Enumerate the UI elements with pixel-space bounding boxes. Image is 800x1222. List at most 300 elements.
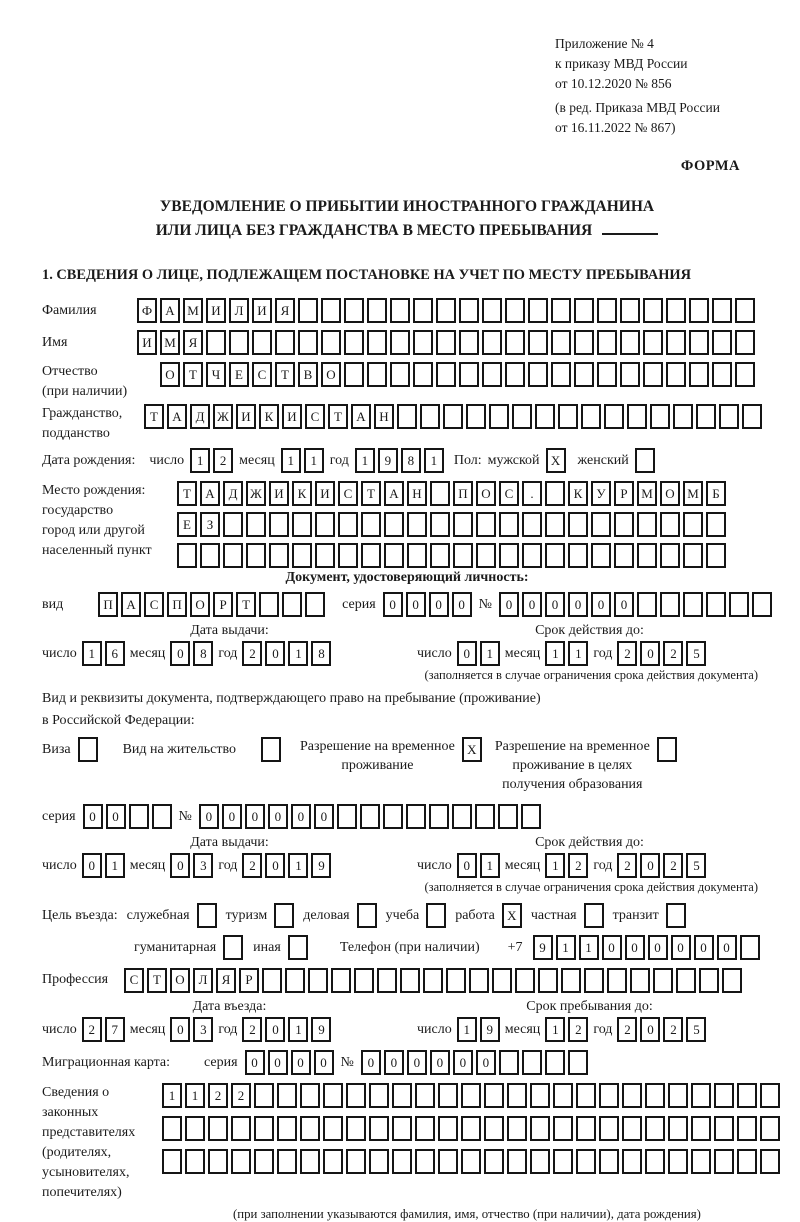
patronymic-cell[interactable] bbox=[712, 362, 732, 387]
res-valid-day-cell[interactable]: 0 bbox=[457, 853, 477, 878]
surname-cell[interactable] bbox=[620, 298, 640, 323]
patronymic-cell[interactable]: Ч bbox=[206, 362, 226, 387]
representative-cell[interactable] bbox=[576, 1149, 596, 1174]
doc-kind-cell[interactable]: П bbox=[167, 592, 187, 617]
representative-cell[interactable] bbox=[438, 1116, 458, 1141]
birth-place-cell[interactable] bbox=[660, 512, 680, 537]
valid-month-cell[interactable]: 1 bbox=[568, 641, 588, 666]
representative-cell[interactable] bbox=[622, 1149, 642, 1174]
profession-cell[interactable]: С bbox=[124, 968, 144, 993]
birth-place-cell[interactable]: А bbox=[200, 481, 220, 506]
representative-cell[interactable] bbox=[254, 1149, 274, 1174]
representative-cell[interactable] bbox=[645, 1149, 665, 1174]
representative-cell[interactable] bbox=[415, 1149, 435, 1174]
birth-place-cell[interactable] bbox=[338, 512, 358, 537]
patronymic-cell[interactable]: Т bbox=[275, 362, 295, 387]
birth-day-cell[interactable]: 1 bbox=[190, 448, 210, 473]
birth-place-cell[interactable] bbox=[683, 512, 703, 537]
representative-cell[interactable] bbox=[622, 1083, 642, 1108]
name-cell[interactable]: М bbox=[160, 330, 180, 355]
res-issue-year-cell[interactable]: 2 bbox=[242, 853, 262, 878]
patronymic-cell[interactable] bbox=[666, 362, 686, 387]
representative-cell[interactable] bbox=[300, 1083, 320, 1108]
representative-cell[interactable] bbox=[668, 1149, 688, 1174]
doc-series-cell[interactable]: 0 bbox=[429, 592, 449, 617]
doc-number-cell[interactable] bbox=[729, 592, 749, 617]
representative-cell[interactable] bbox=[599, 1116, 619, 1141]
residence-number-cell[interactable]: 0 bbox=[291, 804, 311, 829]
res-issue-month-cell[interactable]: 0 bbox=[170, 853, 190, 878]
doc-series-cell[interactable]: 0 bbox=[406, 592, 426, 617]
citizenship-cell[interactable] bbox=[742, 404, 762, 429]
birth-place-cell[interactable]: З bbox=[200, 512, 220, 537]
citizenship-cell[interactable] bbox=[673, 404, 693, 429]
surname-cell[interactable] bbox=[643, 298, 663, 323]
res-valid-month-cell[interactable]: 1 bbox=[545, 853, 565, 878]
name-cell[interactable]: Я bbox=[183, 330, 203, 355]
birth-place-cell[interactable] bbox=[200, 543, 220, 568]
birth-place-cell[interactable] bbox=[269, 543, 289, 568]
surname-cell[interactable] bbox=[712, 298, 732, 323]
representative-cell[interactable] bbox=[737, 1116, 757, 1141]
citizenship-cell[interactable] bbox=[627, 404, 647, 429]
birth-place-cell[interactable]: Е bbox=[177, 512, 197, 537]
birth-place-cell[interactable] bbox=[522, 512, 542, 537]
residence-number-cell[interactable] bbox=[475, 804, 495, 829]
surname-cell[interactable] bbox=[459, 298, 479, 323]
name-cell[interactable] bbox=[298, 330, 318, 355]
profession-cell[interactable] bbox=[377, 968, 397, 993]
citizenship-cell[interactable] bbox=[604, 404, 624, 429]
representative-cell[interactable] bbox=[254, 1083, 274, 1108]
representative-cell[interactable] bbox=[208, 1116, 228, 1141]
birth-place-cell[interactable] bbox=[637, 543, 657, 568]
birth-place-cell[interactable]: Н bbox=[407, 481, 427, 506]
ucheba-cell[interactable] bbox=[426, 903, 446, 928]
stay-year-cell[interactable]: 0 bbox=[640, 1017, 660, 1042]
valid-year-cell[interactable]: 2 bbox=[663, 641, 683, 666]
birth-place-cell[interactable] bbox=[430, 481, 450, 506]
birth-place-cell[interactable]: М bbox=[683, 481, 703, 506]
birth-place-cell[interactable] bbox=[407, 512, 427, 537]
residence-number-cell[interactable] bbox=[429, 804, 449, 829]
doc-number-cell[interactable]: 0 bbox=[614, 592, 634, 617]
birth-place-cell[interactable] bbox=[223, 512, 243, 537]
citizenship-cell[interactable] bbox=[443, 404, 463, 429]
birth-place-cell[interactable] bbox=[384, 512, 404, 537]
birth-place-cell[interactable]: Т bbox=[361, 481, 381, 506]
chastnaya-cell[interactable] bbox=[584, 903, 604, 928]
birth-place-cell[interactable] bbox=[453, 543, 473, 568]
citizenship-cell[interactable] bbox=[719, 404, 739, 429]
valid-day-cell[interactable]: 1 bbox=[480, 641, 500, 666]
birth-place-cell[interactable] bbox=[246, 543, 266, 568]
representative-cell[interactable] bbox=[645, 1083, 665, 1108]
representative-cell[interactable] bbox=[507, 1083, 527, 1108]
representative-cell[interactable] bbox=[392, 1116, 412, 1141]
phone-cell[interactable]: 1 bbox=[556, 935, 576, 960]
surname-cell[interactable] bbox=[597, 298, 617, 323]
citizenship-cell[interactable]: Н bbox=[374, 404, 394, 429]
citizenship-cell[interactable] bbox=[535, 404, 555, 429]
citizenship-cell[interactable] bbox=[650, 404, 670, 429]
representative-cell[interactable] bbox=[714, 1083, 734, 1108]
doc-number-cell[interactable] bbox=[706, 592, 726, 617]
representative-cell[interactable] bbox=[484, 1149, 504, 1174]
citizenship-cell[interactable]: С bbox=[305, 404, 325, 429]
representative-cell[interactable] bbox=[530, 1083, 550, 1108]
birth-place-cell[interactable] bbox=[545, 512, 565, 537]
representative-cell[interactable] bbox=[162, 1116, 182, 1141]
representative-cell[interactable] bbox=[760, 1083, 780, 1108]
migration-number-cell[interactable] bbox=[568, 1050, 588, 1075]
representative-cell[interactable] bbox=[208, 1149, 228, 1174]
issue-year-cell[interactable]: 8 bbox=[311, 641, 331, 666]
surname-cell[interactable] bbox=[482, 298, 502, 323]
representative-cell[interactable] bbox=[323, 1083, 343, 1108]
doc-number-cell[interactable] bbox=[660, 592, 680, 617]
representative-cell[interactable]: 1 bbox=[185, 1083, 205, 1108]
representative-cell[interactable] bbox=[599, 1149, 619, 1174]
profession-cell[interactable] bbox=[607, 968, 627, 993]
stay-year-cell[interactable]: 5 bbox=[686, 1017, 706, 1042]
representative-cell[interactable] bbox=[484, 1116, 504, 1141]
representative-cell[interactable] bbox=[323, 1149, 343, 1174]
profession-cell[interactable] bbox=[561, 968, 581, 993]
citizenship-cell[interactable] bbox=[420, 404, 440, 429]
res-issue-day-cell[interactable]: 1 bbox=[105, 853, 125, 878]
rvp-cell[interactable]: X bbox=[462, 737, 482, 762]
birth-place-cell[interactable] bbox=[499, 512, 519, 537]
doc-kind-cell[interactable]: О bbox=[190, 592, 210, 617]
name-cell[interactable] bbox=[459, 330, 479, 355]
patronymic-cell[interactable] bbox=[390, 362, 410, 387]
birth-place-cell[interactable]: С bbox=[338, 481, 358, 506]
representative-cell[interactable] bbox=[553, 1149, 573, 1174]
issue-year-cell[interactable]: 0 bbox=[265, 641, 285, 666]
birth-place-cell[interactable]: . bbox=[522, 481, 542, 506]
doc-number-cell[interactable] bbox=[752, 592, 772, 617]
stay-month-cell[interactable]: 1 bbox=[545, 1017, 565, 1042]
name-cell[interactable] bbox=[620, 330, 640, 355]
representative-cell[interactable] bbox=[277, 1116, 297, 1141]
phone-cell[interactable]: 0 bbox=[717, 935, 737, 960]
representative-cell[interactable] bbox=[277, 1083, 297, 1108]
name-cell[interactable] bbox=[482, 330, 502, 355]
doc-number-cell[interactable]: 0 bbox=[522, 592, 542, 617]
res-issue-year-cell[interactable]: 9 bbox=[311, 853, 331, 878]
doc-number-cell[interactable]: 0 bbox=[499, 592, 519, 617]
migration-number-cell[interactable]: 0 bbox=[476, 1050, 496, 1075]
representative-cell[interactable] bbox=[369, 1116, 389, 1141]
valid-year-cell[interactable]: 2 bbox=[617, 641, 637, 666]
patronymic-cell[interactable] bbox=[574, 362, 594, 387]
representative-cell[interactable] bbox=[323, 1116, 343, 1141]
tranzit-cell[interactable] bbox=[666, 903, 686, 928]
doc-kind-cell[interactable]: Т bbox=[236, 592, 256, 617]
birth-place-cell[interactable] bbox=[361, 512, 381, 537]
doc-kind-cell[interactable]: П bbox=[98, 592, 118, 617]
migration-series-cell[interactable]: 0 bbox=[268, 1050, 288, 1075]
migration-number-cell[interactable]: 0 bbox=[407, 1050, 427, 1075]
res-issue-year-cell[interactable]: 1 bbox=[288, 853, 308, 878]
profession-cell[interactable]: Л bbox=[193, 968, 213, 993]
birth-place-cell[interactable] bbox=[315, 543, 335, 568]
representative-cell[interactable] bbox=[277, 1149, 297, 1174]
birth-month-cell[interactable]: 1 bbox=[281, 448, 301, 473]
phone-cell[interactable]: 0 bbox=[648, 935, 668, 960]
representative-cell[interactable] bbox=[461, 1149, 481, 1174]
doc-kind-cell[interactable]: А bbox=[121, 592, 141, 617]
birth-place-cell[interactable]: А bbox=[384, 481, 404, 506]
residence-number-cell[interactable] bbox=[406, 804, 426, 829]
surname-cell[interactable] bbox=[413, 298, 433, 323]
surname-cell[interactable] bbox=[321, 298, 341, 323]
entry-month-cell[interactable]: 3 bbox=[193, 1017, 213, 1042]
name-cell[interactable] bbox=[735, 330, 755, 355]
representative-cell[interactable] bbox=[300, 1116, 320, 1141]
birth-place-cell[interactable] bbox=[568, 543, 588, 568]
issue-day-cell[interactable]: 1 bbox=[82, 641, 102, 666]
patronymic-cell[interactable] bbox=[689, 362, 709, 387]
representative-cell[interactable] bbox=[346, 1116, 366, 1141]
doc-number-cell[interactable] bbox=[637, 592, 657, 617]
profession-cell[interactable] bbox=[584, 968, 604, 993]
birth-year-cell[interactable]: 1 bbox=[355, 448, 375, 473]
birth-place-cell[interactable] bbox=[545, 481, 565, 506]
birth-place-cell[interactable]: К bbox=[292, 481, 312, 506]
birth-place-cell[interactable]: М bbox=[637, 481, 657, 506]
migration-series-cell[interactable]: 0 bbox=[291, 1050, 311, 1075]
residence-number-cell[interactable]: 0 bbox=[314, 804, 334, 829]
valid-month-cell[interactable]: 1 bbox=[545, 641, 565, 666]
name-cell[interactable] bbox=[551, 330, 571, 355]
profession-cell[interactable] bbox=[469, 968, 489, 993]
representative-cell[interactable] bbox=[231, 1149, 251, 1174]
surname-cell[interactable]: И bbox=[252, 298, 272, 323]
representative-cell[interactable] bbox=[162, 1149, 182, 1174]
issue-month-cell[interactable]: 0 bbox=[170, 641, 190, 666]
birth-place-cell[interactable]: К bbox=[568, 481, 588, 506]
birth-place-cell[interactable] bbox=[269, 512, 289, 537]
birth-place-cell[interactable] bbox=[361, 543, 381, 568]
representative-cell[interactable] bbox=[438, 1149, 458, 1174]
residence-number-cell[interactable]: 0 bbox=[245, 804, 265, 829]
birth-place-cell[interactable]: Т bbox=[177, 481, 197, 506]
representative-cell[interactable] bbox=[185, 1116, 205, 1141]
birth-place-cell[interactable] bbox=[292, 512, 312, 537]
migration-number-cell[interactable]: 0 bbox=[430, 1050, 450, 1075]
birth-place-cell[interactable] bbox=[706, 512, 726, 537]
birth-place-cell[interactable] bbox=[384, 543, 404, 568]
representative-cell[interactable] bbox=[507, 1116, 527, 1141]
citizenship-cell[interactable] bbox=[558, 404, 578, 429]
citizenship-cell[interactable]: Т bbox=[328, 404, 348, 429]
name-cell[interactable] bbox=[275, 330, 295, 355]
representative-cell[interactable] bbox=[415, 1116, 435, 1141]
birth-place-cell[interactable] bbox=[292, 543, 312, 568]
name-cell[interactable] bbox=[643, 330, 663, 355]
representative-cell[interactable] bbox=[760, 1116, 780, 1141]
valid-year-cell[interactable]: 0 bbox=[640, 641, 660, 666]
doc-series-cell[interactable]: 0 bbox=[452, 592, 472, 617]
name-cell[interactable] bbox=[344, 330, 364, 355]
phone-cell[interactable]: 0 bbox=[671, 935, 691, 960]
name-cell[interactable] bbox=[528, 330, 548, 355]
phone-cell[interactable] bbox=[740, 935, 760, 960]
profession-cell[interactable] bbox=[308, 968, 328, 993]
gumanitarnaya-cell[interactable] bbox=[223, 935, 243, 960]
representative-cell[interactable] bbox=[553, 1083, 573, 1108]
citizenship-cell[interactable]: И bbox=[282, 404, 302, 429]
birth-place-cell[interactable] bbox=[545, 543, 565, 568]
stay-year-cell[interactable]: 2 bbox=[663, 1017, 683, 1042]
birth-place-cell[interactable] bbox=[660, 543, 680, 568]
res-valid-month-cell[interactable]: 2 bbox=[568, 853, 588, 878]
citizenship-cell[interactable]: И bbox=[236, 404, 256, 429]
surname-cell[interactable] bbox=[574, 298, 594, 323]
representative-cell[interactable] bbox=[599, 1083, 619, 1108]
doc-number-cell[interactable]: 0 bbox=[591, 592, 611, 617]
representative-cell[interactable] bbox=[300, 1149, 320, 1174]
surname-cell[interactable]: А bbox=[160, 298, 180, 323]
representative-cell[interactable] bbox=[392, 1149, 412, 1174]
profession-cell[interactable] bbox=[515, 968, 535, 993]
patronymic-cell[interactable] bbox=[551, 362, 571, 387]
surname-cell[interactable] bbox=[298, 298, 318, 323]
representative-cell[interactable] bbox=[461, 1116, 481, 1141]
representative-cell[interactable] bbox=[691, 1083, 711, 1108]
patronymic-cell[interactable] bbox=[505, 362, 525, 387]
patronymic-cell[interactable] bbox=[344, 362, 364, 387]
patronymic-cell[interactable] bbox=[620, 362, 640, 387]
turizm-cell[interactable] bbox=[274, 903, 294, 928]
birth-day-cell[interactable]: 2 bbox=[213, 448, 233, 473]
name-cell[interactable] bbox=[390, 330, 410, 355]
citizenship-cell[interactable] bbox=[512, 404, 532, 429]
patronymic-cell[interactable]: О bbox=[321, 362, 341, 387]
citizenship-cell[interactable] bbox=[581, 404, 601, 429]
migration-series-cell[interactable]: 0 bbox=[245, 1050, 265, 1075]
surname-cell[interactable] bbox=[367, 298, 387, 323]
representative-cell[interactable] bbox=[369, 1149, 389, 1174]
profession-cell[interactable] bbox=[492, 968, 512, 993]
patronymic-cell[interactable]: С bbox=[252, 362, 272, 387]
birth-year-cell[interactable]: 1 bbox=[424, 448, 444, 473]
visa-cell[interactable] bbox=[78, 737, 98, 762]
patronymic-cell[interactable]: О bbox=[160, 362, 180, 387]
representative-cell[interactable] bbox=[714, 1116, 734, 1141]
profession-cell[interactable] bbox=[676, 968, 696, 993]
citizenship-cell[interactable] bbox=[397, 404, 417, 429]
representative-cell[interactable] bbox=[185, 1149, 205, 1174]
representative-cell[interactable] bbox=[668, 1116, 688, 1141]
representative-cell[interactable] bbox=[346, 1083, 366, 1108]
delovaya-cell[interactable] bbox=[357, 903, 377, 928]
profession-cell[interactable] bbox=[262, 968, 282, 993]
representative-cell[interactable] bbox=[691, 1116, 711, 1141]
name-cell[interactable] bbox=[252, 330, 272, 355]
birth-place-cell[interactable] bbox=[407, 543, 427, 568]
birth-place-cell[interactable]: Р bbox=[614, 481, 634, 506]
birth-place-cell[interactable]: С bbox=[499, 481, 519, 506]
representative-cell[interactable] bbox=[691, 1149, 711, 1174]
birth-place-cell[interactable] bbox=[223, 543, 243, 568]
migration-number-cell[interactable]: 0 bbox=[453, 1050, 473, 1075]
residence-number-cell[interactable]: 0 bbox=[199, 804, 219, 829]
birth-place-cell[interactable] bbox=[177, 543, 197, 568]
representative-cell[interactable] bbox=[530, 1149, 550, 1174]
birth-place-cell[interactable]: И bbox=[269, 481, 289, 506]
valid-day-cell[interactable]: 0 bbox=[457, 641, 477, 666]
res-valid-year-cell[interactable]: 0 bbox=[640, 853, 660, 878]
representative-cell[interactable]: 1 bbox=[162, 1083, 182, 1108]
birth-place-cell[interactable]: У bbox=[591, 481, 611, 506]
surname-cell[interactable] bbox=[505, 298, 525, 323]
residence-number-cell[interactable] bbox=[360, 804, 380, 829]
rvpo-cell[interactable] bbox=[657, 737, 677, 762]
representative-cell[interactable] bbox=[668, 1083, 688, 1108]
representative-cell[interactable] bbox=[231, 1116, 251, 1141]
citizenship-cell[interactable] bbox=[466, 404, 486, 429]
patronymic-cell[interactable] bbox=[436, 362, 456, 387]
surname-cell[interactable] bbox=[551, 298, 571, 323]
res-valid-year-cell[interactable]: 2 bbox=[663, 853, 683, 878]
issue-year-cell[interactable]: 1 bbox=[288, 641, 308, 666]
citizenship-cell[interactable]: К bbox=[259, 404, 279, 429]
birth-place-cell[interactable] bbox=[453, 512, 473, 537]
birth-place-cell[interactable]: Б bbox=[706, 481, 726, 506]
patronymic-cell[interactable] bbox=[597, 362, 617, 387]
profession-cell[interactable] bbox=[653, 968, 673, 993]
valid-year-cell[interactable]: 5 bbox=[686, 641, 706, 666]
res-issue-month-cell[interactable]: 3 bbox=[193, 853, 213, 878]
birth-place-cell[interactable]: И bbox=[315, 481, 335, 506]
profession-cell[interactable] bbox=[446, 968, 466, 993]
representative-cell[interactable]: 2 bbox=[208, 1083, 228, 1108]
migration-number-cell[interactable] bbox=[499, 1050, 519, 1075]
residence-number-cell[interactable]: 0 bbox=[222, 804, 242, 829]
surname-cell[interactable]: Л bbox=[229, 298, 249, 323]
patronymic-cell[interactable] bbox=[735, 362, 755, 387]
doc-kind-cell[interactable]: Р bbox=[213, 592, 233, 617]
citizenship-cell[interactable]: Ж bbox=[213, 404, 233, 429]
issue-day-cell[interactable]: 6 bbox=[105, 641, 125, 666]
phone-cell[interactable]: 9 bbox=[533, 935, 553, 960]
birth-year-cell[interactable]: 9 bbox=[378, 448, 398, 473]
doc-kind-cell[interactable] bbox=[259, 592, 279, 617]
residence-series-cell[interactable]: 0 bbox=[106, 804, 126, 829]
representative-cell[interactable] bbox=[622, 1116, 642, 1141]
birth-place-cell[interactable]: О bbox=[660, 481, 680, 506]
citizenship-cell[interactable]: Т bbox=[144, 404, 164, 429]
birth-place-cell[interactable] bbox=[338, 543, 358, 568]
patronymic-cell[interactable] bbox=[459, 362, 479, 387]
citizenship-cell[interactable]: А bbox=[167, 404, 187, 429]
representative-cell[interactable] bbox=[553, 1116, 573, 1141]
surname-cell[interactable]: М bbox=[183, 298, 203, 323]
patronymic-cell[interactable] bbox=[528, 362, 548, 387]
stay-day-cell[interactable]: 1 bbox=[457, 1017, 477, 1042]
residence-series-cell[interactable]: 0 bbox=[83, 804, 103, 829]
birth-place-cell[interactable] bbox=[614, 512, 634, 537]
doc-kind-cell[interactable] bbox=[305, 592, 325, 617]
profession-cell[interactable] bbox=[331, 968, 351, 993]
representative-cell[interactable] bbox=[760, 1149, 780, 1174]
rabota-cell[interactable]: X bbox=[502, 903, 522, 928]
profession-cell[interactable]: О bbox=[170, 968, 190, 993]
representative-cell[interactable] bbox=[461, 1083, 481, 1108]
